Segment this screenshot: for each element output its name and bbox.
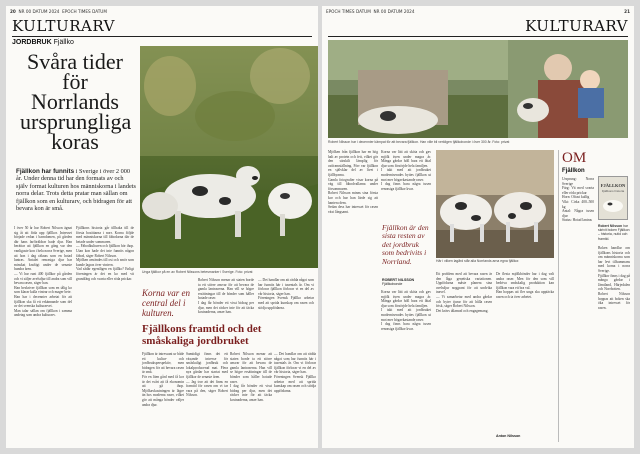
divider <box>12 36 312 37</box>
divider <box>328 36 628 37</box>
body-column-6: Samtidigt finns det ett växande intresse för småskaligt jordbruk och lokalproducerad mat. Flera nya gårdar har startat med fjällkor de senaste åren. — Jag tror att det finns en framtid för rasen om vi tar vara på den, säger Robert Nilsson. <box>186 352 228 398</box>
headline-2: Fjällkons framtid och det småskaliga jordbruket <box>142 323 262 347</box>
man-child-photo <box>328 40 628 138</box>
body-column-2-top: Korna var lätt att sköta och gav mjölk även under magra år. Många gårdar höll bara ett fåtal djur som försörjde hela familjen. I takt med att jordbruket moderniserades byttes fjällkon ut mot mer högavkastande raser. I dag finns bara några tusen renrasiga fjällkor kvar. <box>381 150 431 191</box>
section-title: KULTURARV <box>525 17 628 35</box>
pull-quote: Korna var en central del i kulturen. <box>142 288 190 318</box>
left-page <box>6 6 318 448</box>
book-cover: FJÄLLKON Fjällkons historia <box>598 176 628 220</box>
barn-cows-photo <box>436 150 554 258</box>
folio-right: EPOCH TIMES DATUM NR 00 DATUM 2024 <box>326 9 415 14</box>
body-column-4a: — Det handlar om att rädda något som har funnits här i tusentals år. Om vi förlorar fjällkon förlorar vi en del av vår historia, säger han. Föreningen Svensk Fjällko arbetar med att sprida kunskap om rasen och stödja uppfödarna. <box>258 278 314 310</box>
folio-left: 20 NR 00 DATUM 2024 EPOCH TIMES DATUM <box>10 9 107 14</box>
pull-quote: Fjällkon är den sista resten av det jordbruk som bedrivits i Norrland. <box>382 223 429 266</box>
kicker: JORDBRUK Fjällko <box>12 39 74 46</box>
author: Anton Nilsson <box>496 434 521 438</box>
body-column-7: Robert Nilsson menar att staten borde ta ett större ansvar för att bevara de gamla lantraserna. Han vill se högre ersättningar till de bönder som håller hotade raser. I dag får bönder ett visst bidrag per djur, men det räcker inte för att täcka kostnaderna, anser han. <box>230 352 272 402</box>
photo-caption: Unga fjällkor på en av Robert Nilssons betesmarker i Sverige. Foto: privat <box>142 270 253 274</box>
side-column: Boken handlar om fjällkons historia och om människorna som har levt tillsammans med korna i norra Sverige. Fjällkor finns i dag på många gårdar i Jämtland, Härjedalen och Norrbotten. Robert Nilsson hoppas att boken ska öka intresset för rasen. <box>598 246 630 310</box>
body-column-4: De flesta mjölkbönder har i dag valt andra raser. Men för den som vill bedriva småskalig produktion kan fjällkon vara ett bra val. Han hoppas att fler unga ska upptäcka rasen och ta över arbetet. <box>496 272 554 299</box>
section-title: KULTURARV <box>12 17 115 35</box>
fact-title: Fjällkon <box>562 168 585 174</box>
fact-box <box>558 150 594 442</box>
folio-number: 21 <box>624 9 630 14</box>
right-page <box>322 6 634 448</box>
cows-photo <box>140 46 318 268</box>
book-caption: Robert Nilsson har skrivit boken Fjällkon – historia, nutid och framtid. <box>598 224 630 241</box>
body-column-8: — Det handlar om att rädda något som har funnits här i tusentals år. Om vi förlorar fjällkon förlorar vi en del av vår historia, säger han. Föreningen Svensk Fjällko arbetar med att sprida kunskap om rasen och stödja uppfödarna. <box>274 352 316 393</box>
fact-om: OM <box>562 150 587 166</box>
body-column-1: Mjölken från fjällkon har en hög halt av protein och fett, vilket gör den särskilt lämplig för ostframställning. Förr var fjällkon en självklar del av livet i fjällbyarna. Gamla fotografier visar korna på väg till fäbodvallarna under försommaren. Robert Nilsson minns sina första kor och hur han lärde sig att hantera dem. Sedan dess har intresset för rasen växt långsamt. <box>328 150 378 214</box>
body-column-5: Fjällkon är intressant ur både ett kultur- och jordbruksperspektiv, men bidragen för att bevara rasen är små. För en liten gård med få kor är det svårt att få ekonomin att gå ihop. Mjölkavkastningen är lägre än hos moderna raser, vilket gör att många bönder väljer andra djur. <box>142 352 184 407</box>
body-column-1: I över 50 år har Robert Nilsson ägnat sig åt att föda upp fjällkor. Intresset började redan i barndomen, på gården där hans farföräldrar hade djur. Han berättar att fjällkon en gång var den vanligaste kon i hela norra Sverige, men att hon i dag räknas som en hotad lantras. Antalet renrasiga djur har minskat kraftigt under de senaste hundra åren. — Vi har runt 400 fjällkor på gården och vi säljer avelsdjur till andra som vill bevara rasen, säger han. Han beskriver fjällkon som en tålig ko som klarar kalla vintrar och mager bete. Han har i decennier arbetat för att fjällkon ska få ett erkännande som del av det svenska kulturarvet. Man talar sällan om fjällkon i samma andetag som andra kulturarv. <box>14 226 72 318</box>
body-column-3a: Robert Nilsson menar att staten borde ta ett större ansvar för att bevara de gamla lantraserna. Han vill se högre ersättningar till de bönder som håller hotade raser. I dag får bönder ett visst bidrag per djur, men det räcker inte för att täcka kostnaderna, anser han. <box>198 278 254 315</box>
body-column-2: Korna var lätt att sköta och gav mjölk även under magra år. Många gårdar höll bara ett fåtal djur som försörjde hela familjen. I takt med att jordbruket moderniserades byttes fjällkon ut mot mer högavkastande raser. I dag finns bara några tusen renrasiga fjällkor kvar. <box>381 290 431 331</box>
headline: Svåra tider för Norrlands ursprungliga koras <box>20 49 132 154</box>
body-column-3: Ett problem med att bevara rasen är den låga genetiska variationen. Uppfödarna måste planera sina avelsdjur noggrant för att undvika inavel. — Vi samarbetar med andra gårdar och byter tjurar för att hålla rasen frisk, säger Robert Nilsson. Det krävs tålamod och engagemang. <box>436 272 492 313</box>
fact-body: Ursprung: Norra Sverige Färg: Vit med svarta eller röda prickar Horn: Oftast kullig Vikt: Cirka 400–500 kg Antal: Några tusen djur Status: Hotad lantras <box>562 177 594 223</box>
lead-paragraph: Fjällkon har funnits i Sverige i över 2 000 år. Under denna tid har den formats av och själv format kulturen hos människorna i landets norra delar. Trots detta pratar man sällan om fjällkon som en kulturarv, och bidragen för att bevara kon är små. <box>16 168 136 213</box>
photo-top-caption: Robert Nilsson har i decennier kämpat för att bevara fjällkon. Han ville bli verkligen fjällkobonde i över 300 år. Foto: privat <box>328 140 510 144</box>
body-column-2: Fjällkons historia går tillbaka till de första bosättarna i norr. Korna följde med människorna till fäbodarna där de betade under sommaren. — Fäbodkulturen och fjällkon hör ihop. Utan kon hade det inte funnits någon fäbod, säger Robert Nilsson. Mjölken användes till ost och smör som kunde lagras över vintern. Vad sådär egentligen en fjällko? Enligt föreningen är det en ko med vit grundfärg och svarta eller röda prickar. <box>76 226 134 281</box>
photo-bottom-caption: Här i vilken lagård står alla Norrlands arna egna fjällkor. <box>436 259 520 263</box>
quote-byline: ROBERT NILSSON Fjällkobonde <box>382 278 415 286</box>
